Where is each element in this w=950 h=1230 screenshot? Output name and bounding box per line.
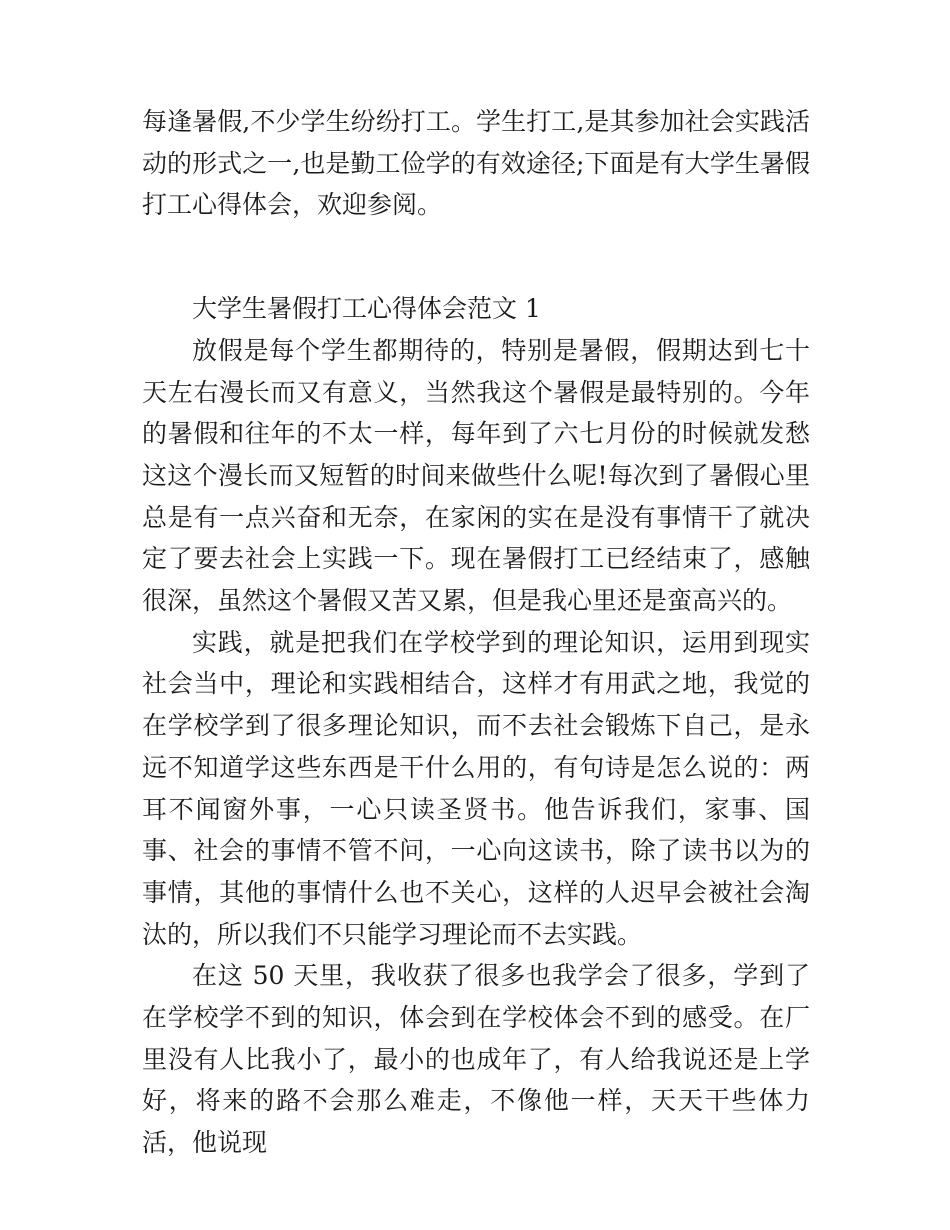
- body-paragraph-2: 实践，就是把我们在学校学到的理论知识，运用到现实社会当中，理论和实践相结合，这样才有用武之地，我觉的在学校学到了很多理论知识，而不去社会锻炼下自己，是永远不知道学这些东西是干什么用的，有句诗是怎么说的：两耳不闻窗外事，一心只读圣贤书。他告诉我们，家事、国事、社会的事情不管不问，一心向这读书，除了读书以为的事情，其他的事情什么也不关心，这样的人迟早会被社会淘汰的，所以我们不只能学习理论而不去实践。: [142, 627, 810, 949]
- body-paragraph-1: 放假是每个学生都期待的，特别是暑假，假期达到七十天左右漫长而又有意义，当然我这个暑假是最特别的。今年的暑假和往年的不太一样，每年到了六七月份的时候就发愁这这个漫长而又短暂的时间来做些什么呢!每次到了暑假心里总是有一点兴奋和无奈，在家闲的实在是没有事情干了就决定了要去社会上实践一下。现在暑假打工已经结束了，感触很深，虽然这个暑假又苦又累，但是我心里还是蛮高兴的。: [142, 335, 810, 616]
- section-heading: 大学生暑假打工心得体会范文 1: [192, 294, 541, 324]
- document-body: [142, 101, 810, 1164]
- intro-paragraph: 每逢暑假,不少学生纷纷打工。学生打工,是其参加社会实践活动的形式之一,也是勤工俭学的有效途径;下面是有大学生暑假打工心得体会，欢迎参阅。: [142, 107, 810, 220]
- body-paragraph-3: 在这 50 天里，我收获了很多也我学会了很多，学到了在学校学不到的知识，体会到在学校体会不到的感受。在厂里没有人比我小了，最小的也成年了，有人给我说还是上学好，将来的路不会那么难走，不像他一样，天天干些体力活，他说现: [142, 961, 810, 1158]
- paragraph-gap: [142, 226, 810, 288]
